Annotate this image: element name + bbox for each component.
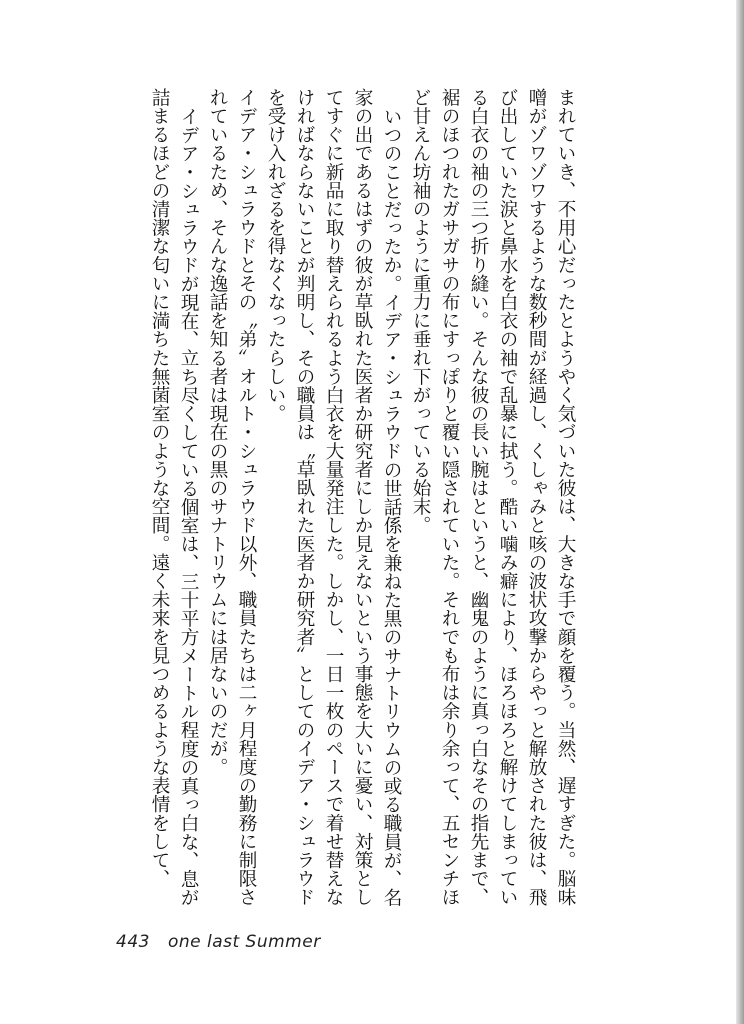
page-binding-edge (736, 0, 744, 1024)
vertical-text-body (120, 88, 580, 918)
page-footer (116, 932, 321, 956)
paragraph-4: イデア・シュラウドが現在、立ち尽くしている個室は、三十平方メートル程度の真っ白な、息が詰まるほどの清潔な匂いに満ちた無菌室のような空間。遠く未来を見つめるような表情をして、 (149, 88, 199, 907)
page-number: 443 (116, 932, 150, 952)
paragraph-1: まれていき、不用心だったとようやく気づいた彼は、大きな手で顔を覆う。当然、遅すぎた。脳味噌がゾワゾワするような数秒間が経過し、くしゃみと咳の波状攻撃からやっと解放された彼は、飛び出していた涙と鼻水を白衣の袖で乱暴に拭う。酷い噛み癖により、ほろほろと解けてしまっている白衣の袖の三つ折り縫い。そんな彼の長い腕はというと、幽鬼のように真っ白なその指先まで、裾のほつれたガサガサの布にすっぽりと覆い隠されていた。それでも布は余り余って、五センチほど甘えん坊袖のように重力に垂れ下がっている始末。 (410, 88, 576, 907)
paragraph-3: イデア・シュラウドとその〝弟〟オルト・シュラウド以外、職員たちは二ヶ月程度の勤務に制限されているため、そんな逸話を知る者は現在の黒のサナトリウムには居ないのだが。 (207, 88, 257, 907)
book-title: one last Summer (167, 932, 321, 952)
paragraph-2: いつのことだったか。イデア・シュラウドの世話係を兼ねた黒のサナトリウムの或る職員が、名家の出であるはずの彼が草臥れた医者か研究者にしか見えないという事態を大いに憂い、対策としてすぐに新品に取り替えられるよう白衣を大量発注した。しかし、一日一枚のペースで着せ替えなければならないことが判明し、その職員は〝草臥れた医者か研究者〟としてのイデア・シュラウドを受け入れざるを得なくなったらしい。 (265, 88, 402, 907)
